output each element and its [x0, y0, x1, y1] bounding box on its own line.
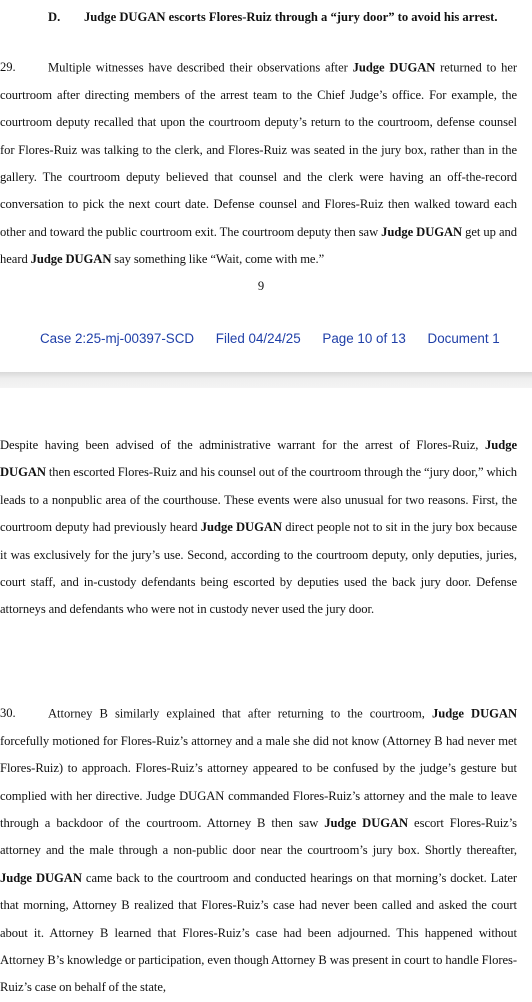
- page-indicator: Page 10 of 13: [322, 331, 406, 346]
- judge-name: Judge DUGAN: [200, 520, 282, 535]
- page-number: 9: [257, 279, 265, 293]
- judge-name: Judge DUGAN: [381, 224, 463, 239]
- judge-name: Judge DUGAN: [432, 706, 517, 721]
- paragraph-29: 29. Multiple witnesses have described their observations after Judge DUGAN returned to her courtroom after directing members of the arrest team to the Chief Judge’s office. For example, the courtroom deputy recalled that upon the courtroom deputy’s return to the courtroom, defense counsel for Flores-Ruiz was talking to the clerk, and Flores-Ruiz was seated in the jury box, rather than in the gallery. The courtroom deputy believed that counsel and the clerk were having an off-the-record conversation to pick the next court date. Defense counsel and Flores-Ruiz then walked toward each other and toward the public courtroom exit. The courtroom deputy then saw Judge DUGAN get up and heard Judge DUGAN say something like “Wait, come with me.”: [0, 27, 517, 274]
- paragraph-number: 30.: [0, 706, 16, 721]
- judge-name: Judge DUGAN: [0, 870, 82, 885]
- paragraph-number: 29.: [0, 60, 16, 75]
- paragraph-30: 30. Attorney B similarly explained that after returning to the courtroom, Judge DUGAN forcefully motioned for Flores-Ruiz’s attorney and a male she did not know (Attorney B had never met Flores-Ruiz) to approach. Flores-Ruiz’s attorney appeared to be confused by the judge’s gesture but complied with her directive. Judge DUGAN commanded Flores-Ruiz’s attorney and the male to leave through a backdoor of the courtroom. Attorney B then saw Judge DUGAN escort Flores-Ruiz’s attorney and the male through a non-public door near the courtroom’s jury box. Shortly thereafter, Judge DUGAN came back to the courtroom and conducted hearings on that morning’s docket. Later that morning, Attorney B realized that Flores-Ruiz’s case had never been called and asked the court about it. Attorney B learned that Flores-Ruiz’s case had been adjourned. This happened without Attorney B’s knowledge or participation, even though Attorney B was present in court to handle Flores-Ruiz’s case on behalf of the state,: [0, 673, 517, 1002]
- section-letter: D.: [48, 10, 61, 24]
- document-number: Document 1: [427, 331, 500, 346]
- filed-date: Filed 04/24/25: [215, 331, 301, 346]
- paragraph-29-continuation: Despite having been advised of the administrative warrant for the arrest of Flores-Ruiz, Judge DUGAN then escorted Flores-Ruiz and his counsel out of the courtroom through the “jury door,” which leads to a nonpublic area of the courthouse. These events were also unusual for two reasons. First, the courtroom deputy had previously heard Judge DUGAN direct people not to sit in the jury box because it was exclusively for the jury’s use. Second, according to the courtroom deputy, only deputies, juries, court staff, and in-custody defendants being escorted by deputies used the back jury door. Defense attorneys and defendants who were not in custody never used the jury door.: [0, 438, 518, 617]
- judge-name: Judge DUGAN: [30, 252, 112, 267]
- page-separator: [0, 372, 532, 388]
- case-footer: [40, 330, 500, 348]
- page-10-lower-portion: [0, 0, 532, 372]
- judge-name: Judge DUGAN: [352, 60, 436, 75]
- judge-name: Judge DUGAN: [324, 816, 409, 831]
- case-number: Case 2:25-mj-00397-SCD: [40, 331, 195, 346]
- section-title: Judge DUGAN escorts Flores-Ruiz through a “jury door” to avoid his arrest.: [84, 10, 498, 24]
- page-11-upper-portion: [0, 388, 532, 1000]
- judge-name: Judge DUGAN: [0, 438, 517, 480]
